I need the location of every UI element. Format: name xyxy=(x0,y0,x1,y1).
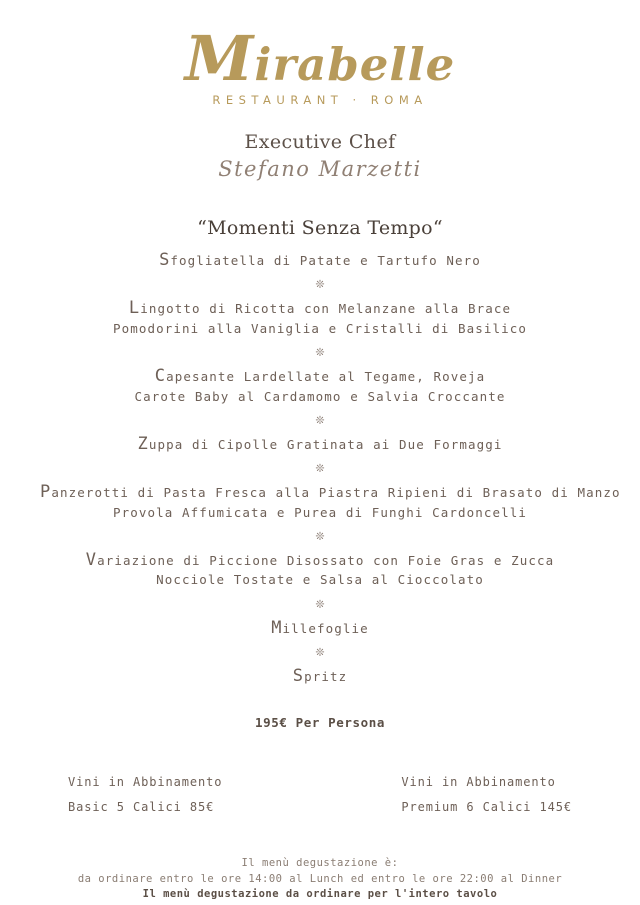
logo-initial: M xyxy=(184,22,255,95)
course-separator-icon: ❊ xyxy=(315,278,325,292)
menu-course-line: Nocciole Tostate e Salsa al Cioccolato xyxy=(156,572,484,588)
logo-subtitle: RESTAURANT · ROMA xyxy=(212,93,428,107)
menu-price: 195€ Per Persona xyxy=(254,714,385,730)
course-initial: P xyxy=(40,482,52,503)
course-initial: S xyxy=(159,250,171,270)
course-separator-icon: ❊ xyxy=(315,413,325,427)
wine-premium-detail: Premium 6 Calici 145€ xyxy=(401,799,572,814)
course-initial: L xyxy=(128,298,141,319)
course-list xyxy=(40,250,621,687)
wine-pairing-basic xyxy=(68,770,222,820)
menu-course-line: Pomodorini alla Vaniglia e Cristalli di Basilico xyxy=(112,320,528,336)
menu-title: “Momenti Senza Tempo“ xyxy=(197,217,443,239)
chef-block xyxy=(218,131,422,181)
footnote-line-2: da ordinare entro le ore 14:00 al Lunch ed entro le ore 22:00 al Dinner xyxy=(77,872,563,885)
course-separator-icon: ❊ xyxy=(315,346,325,360)
menu-course-line: Carote Baby al Cardamomo e Salvia Croccante xyxy=(134,388,506,404)
menu-course-line: Variazione di Piccione Disossato con Foie Gras e Zucca xyxy=(85,550,555,570)
restaurant-logo xyxy=(184,22,456,107)
menu-course-line: Spritz xyxy=(292,666,348,687)
wine-premium-heading: Vini in Abbinamento xyxy=(401,774,556,789)
logo-name-rest: irabelle xyxy=(254,38,456,91)
chef-name: Stefano Marzetti xyxy=(218,157,422,181)
course-separator-icon: ❊ xyxy=(315,597,325,611)
menu-course xyxy=(40,551,600,590)
chef-title: Executive Chef xyxy=(244,131,396,153)
menu-course-line: Provola Affumicata e Purea di Funghi Cardoncelli xyxy=(112,504,528,520)
menu-course xyxy=(40,667,600,686)
course-separator-icon: ❊ xyxy=(315,462,325,476)
menu-course xyxy=(40,367,600,406)
wine-basic-heading: Vini in Abbinamento xyxy=(68,774,223,789)
menu-footnote xyxy=(78,856,562,903)
menu-course xyxy=(40,482,621,522)
menu-course xyxy=(40,299,600,338)
menu-course xyxy=(40,435,600,454)
course-initial: C xyxy=(154,366,167,387)
course-initial: M xyxy=(271,617,283,638)
menu-course-line: Zuppa di Cipolle Gratinata ai Due Formaggi xyxy=(137,433,503,454)
wine-pairings xyxy=(40,770,600,820)
footnote-line-3: Il menù degustazione da ordinare per l'intero tavolo xyxy=(142,888,498,901)
menu-course-line: Millefoglie xyxy=(271,617,369,638)
course-separator-icon: ❊ xyxy=(315,646,325,660)
footnote-line-1: Il menù degustazione è: xyxy=(241,856,399,869)
menu-course xyxy=(40,619,600,638)
course-initial: S xyxy=(292,666,305,687)
wine-basic-detail: Basic 5 Calici 85€ xyxy=(68,799,215,814)
course-separator-icon: ❊ xyxy=(315,530,325,543)
course-initial: Z xyxy=(137,433,149,454)
menu-course-line: Capesante Lardellate al Tegame, Roveja xyxy=(154,366,486,387)
menu-course xyxy=(40,251,600,270)
menu-course-line: Sfogliatella di Patate e Tartufo Nero xyxy=(159,250,481,270)
menu-course-line: Panzerotti di Pasta Fresca alla Piastra Ripieni di Brasato di Manzo xyxy=(40,482,621,503)
course-initial: V xyxy=(85,550,98,570)
menu-course-line: Lingotto di Ricotta con Melanzane alla Brace xyxy=(128,298,512,319)
wine-pairing-premium xyxy=(401,770,572,820)
logo-wordmark xyxy=(184,22,456,95)
